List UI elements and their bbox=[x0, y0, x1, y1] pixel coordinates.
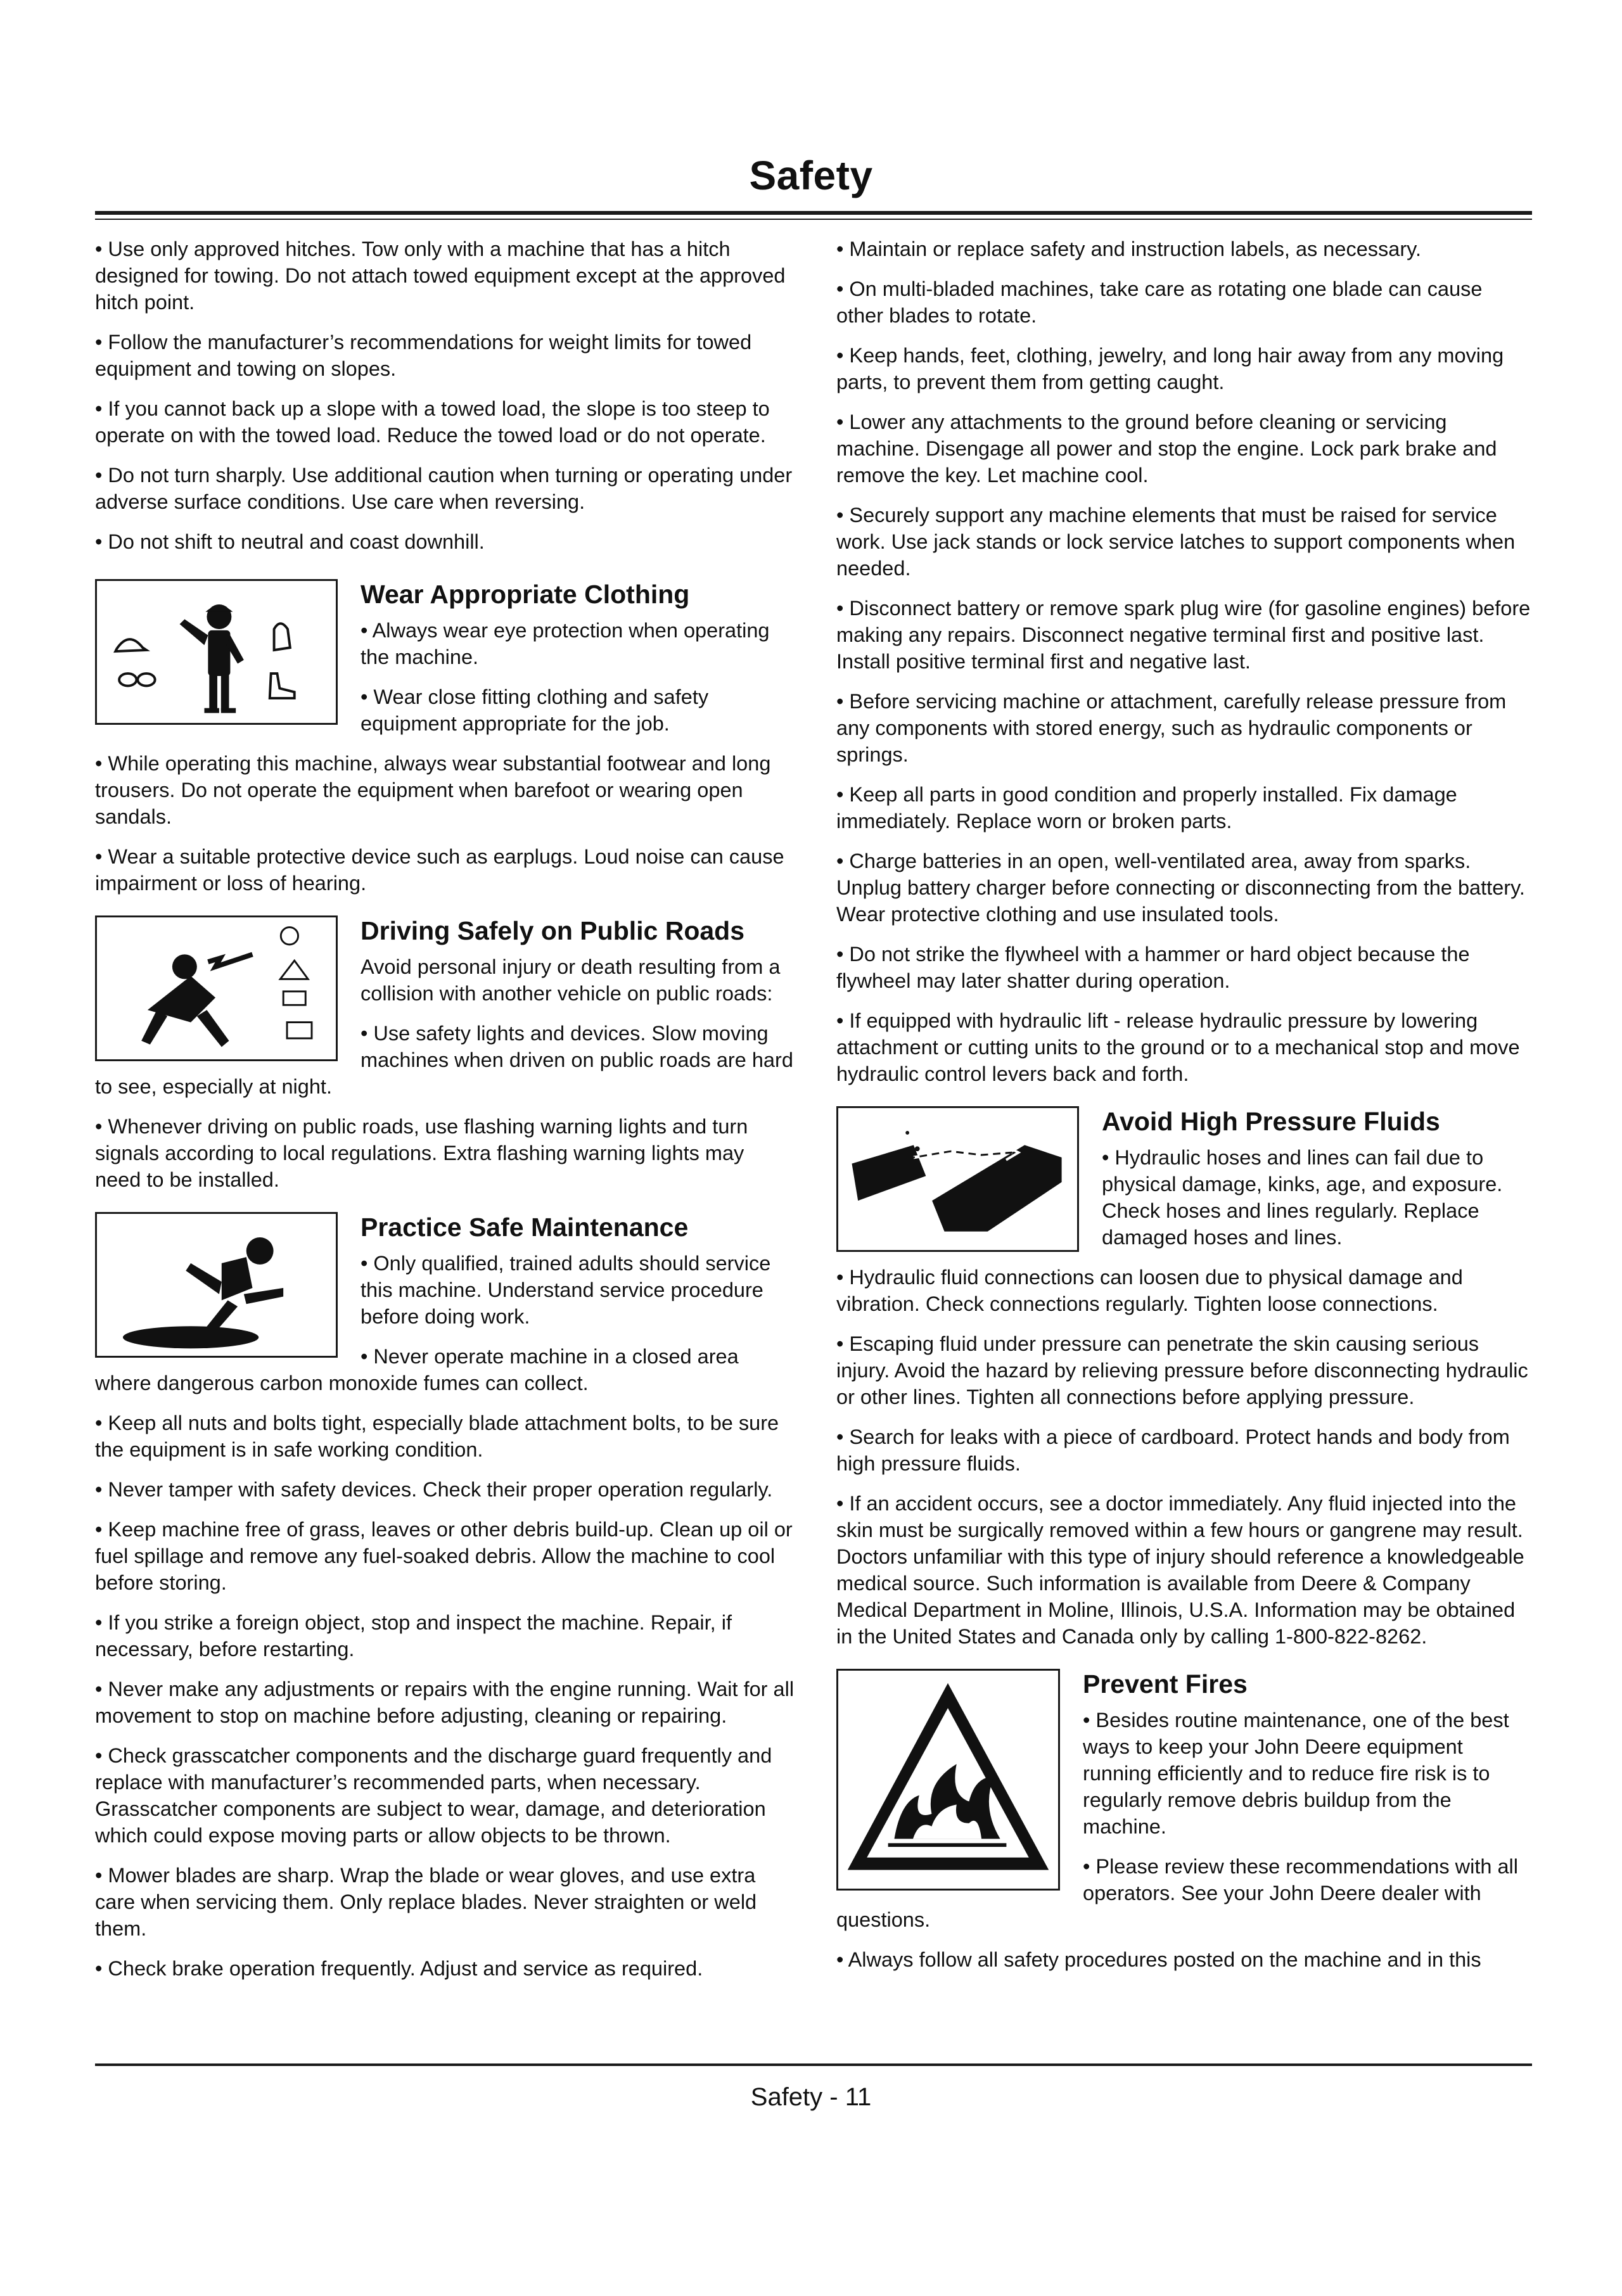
paragraph: Avoid personal injury or death resulting from a collision with another vehicle on public roads: bbox=[361, 955, 781, 1005]
paragraph: • If an accident occurs, see a doctor immediately. Any fluid injected into the skin must be surgically removed within a few hours or gangrene may result. Doctors unfamiliar with this type of injury should reference a knowledgeable medical source. Such information is available from Deere & Company Medical Department in Moline, Illinois, U.S.A. Information may be obtained in the United States and Canada only by calling 1-800-822-8262. bbox=[836, 1492, 1524, 1648]
paragraph: • Do not turn sharply. Use additional caution when turning or operating under adverse surface conditions. Use care when reversing. bbox=[95, 464, 793, 513]
road-collision-icon bbox=[95, 915, 338, 1061]
paragraph: • If equipped with hydraulic lift - release hydraulic pressure by lowering attachment or cutting units to the ground or to a mechanical stop and move hydraulic control levers back and forth. bbox=[836, 1009, 1520, 1085]
left-column bbox=[95, 236, 795, 1995]
paragraph: • Disconnect battery or remove spark plug wire (for gasoline engines) before making any repairs. Disconnect negative terminal first and positive last. Install positive terminal first and negative last. bbox=[836, 597, 1531, 673]
paragraph: • Do not strike the flywheel with a hammer or hard object because the flywheel may later shatter during operation. bbox=[836, 943, 1470, 992]
paragraph: • Keep hands, feet, clothing, jewelry, and long hair away from any moving parts, to prevent them from getting caught. bbox=[836, 344, 1504, 393]
paragraph: • Wear close fitting clothing and safety equipment appropriate for the job. bbox=[361, 686, 709, 735]
paragraph: • Escaping fluid under pressure can penetrate the skin causing serious injury. Avoid the hazard by relieving pressure before disconnecting hydraulic or other lines. Tighten all connections before applying pressure. bbox=[836, 1332, 1528, 1408]
section-roads bbox=[95, 914, 795, 1113]
section-fires bbox=[836, 1668, 1533, 1946]
protective-clothing-icon bbox=[95, 579, 338, 725]
paragraph: • Hydraulic fluid connections can loosen due to physical damage and vibration. Check connections regularly. Tighten loose connections. bbox=[836, 1266, 1463, 1315]
paragraph: • Charge batteries in an open, well-ventilated area, away from sparks. Unplug battery charger before connecting or disconnecting from the battery. Wear protective clothing and use insulated tools. bbox=[836, 850, 1525, 926]
section-heading: Wear Appropriate Clothing bbox=[361, 580, 690, 609]
section-clothing bbox=[95, 578, 795, 750]
paragraph: • On multi-bladed machines, take care as rotating one blade can cause other blades to rotate. bbox=[836, 277, 1483, 327]
paragraph: • While operating this machine, always wear substantial footwear and long trousers. Do not operate the equipment when barefoot or wearing open sandals. bbox=[95, 752, 771, 828]
paragraph: • Never tamper with safety devices. Check their proper operation regularly. bbox=[95, 1478, 773, 1501]
paragraph: • Never operate machine in a closed area where dangerous carbon monoxide fumes can collect. bbox=[95, 1345, 739, 1394]
section-maintenance bbox=[95, 1211, 795, 1410]
paragraph: • Use only approved hitches. Tow only with a machine that has a hitch designed for towing. Do not attach towed equipment except at the approved hitch point. bbox=[95, 238, 786, 314]
paragraph: • Do not shift to neutral and coast downhill. bbox=[95, 530, 485, 553]
paragraph: • Only qualified, trained adults should service this machine. Understand service procedure before doing work. bbox=[361, 1252, 771, 1328]
section-heading: Practice Safe Maintenance bbox=[361, 1213, 689, 1242]
paragraph: • Securely support any machine elements that must be raised for service work. Use jack stands or lock service latches to support components when needed. bbox=[836, 504, 1516, 580]
paragraph: • Never make any adjustments or repairs with the engine running. Wait for all movement to stop on machine before adjusting, cleaning or repairing. bbox=[95, 1678, 795, 1727]
paragraph: • Check grasscatcher components and the discharge guard frequently and replace with manufacturer’s recommended parts, when necessary. Grasscatcher components are subject to wear, damage, and deterioration which could expose moving parts or allow objects to be thrown. bbox=[95, 1744, 772, 1847]
paragraph: • Keep machine free of grass, leaves or other debris build-up. Clean up oil or fuel spillage and remove any fuel-soaked debris. Allow the machine to cool before storing. bbox=[95, 1518, 793, 1594]
paragraph: • Keep all nuts and bolts tight, especially blade attachment bolts, to be sure the equipment is in safe working condition. bbox=[95, 1412, 779, 1461]
section-heading: Driving Safely on Public Roads bbox=[361, 916, 745, 945]
section-heading: Prevent Fires bbox=[1083, 1669, 1248, 1699]
slip-hazard-icon bbox=[95, 1212, 338, 1358]
right-column bbox=[836, 236, 1533, 1986]
paragraph: • Hydraulic hoses and lines can fail due to physical damage, kinks, age, and exposure. Check hoses and lines regularly. Replace damaged hoses and lines. bbox=[1102, 1146, 1503, 1249]
page-title: Safety bbox=[749, 153, 873, 198]
paragraph: • Before servicing machine or attachment, carefully release pressure from any components with stored energy, such as hydraulic components or springs. bbox=[836, 690, 1507, 766]
paragraph: • Follow the manufacturer’s recommendations for weight limits for towed equipment and towing on slopes. bbox=[95, 331, 752, 380]
header-rule-thin bbox=[95, 219, 1532, 220]
paragraph: • Whenever driving on public roads, use flashing warning lights and turn signals according to local regulations. Extra flashing warning lights may need to be installed. bbox=[95, 1115, 748, 1191]
fire-warning-icon bbox=[836, 1669, 1060, 1891]
paragraph: • Always wear eye protection when operating the machine. bbox=[361, 619, 770, 668]
paragraph: • Check brake operation frequently. Adjust and service as required. bbox=[95, 1957, 703, 1980]
paragraph: • Besides routine maintenance, one of the best ways to keep your John Deere equipment running efficiently and to reduce fire risk is to regularly remove debris buildup from the machine. bbox=[1083, 1709, 1509, 1838]
header-rule bbox=[95, 211, 1532, 215]
paragraph: • Please review these recommendations with all operators. See your John Deere dealer with questions. bbox=[836, 1855, 1518, 1931]
paragraph: • Use safety lights and devices. Slow moving machines when driven on public roads are hard to see, especially at night. bbox=[95, 1022, 793, 1098]
high-pressure-fluid-icon bbox=[836, 1106, 1079, 1252]
section-fluids bbox=[836, 1105, 1533, 1264]
section-heading: Avoid High Pressure Fluids bbox=[1102, 1107, 1440, 1136]
paragraph: • Wear a suitable protective device such as earplugs. Loud noise can cause impairment or loss of hearing. bbox=[95, 845, 784, 895]
page-footer: Safety - 11 bbox=[750, 2083, 872, 2111]
paragraph: • Keep all parts in good condition and properly installed. Fix damage immediately. Replace worn or broken parts. bbox=[836, 783, 1457, 832]
paragraph: • Maintain or replace safety and instruction labels, as necessary. bbox=[836, 238, 1422, 260]
footer-rule bbox=[95, 2063, 1532, 2066]
paragraph: • Search for leaks with a piece of cardboard. Protect hands and body from high pressure fluids. bbox=[836, 1425, 1510, 1475]
paragraph: • Always follow all safety procedures posted on the machine and in this bbox=[836, 1948, 1481, 1971]
paragraph: • Lower any attachments to the ground before cleaning or servicing machine. Disengage all power and stop the engine. Lock park brake and remove the key. Let machine cool. bbox=[836, 411, 1497, 487]
paragraph: • If you cannot back up a slope with a towed load, the slope is too steep to operate on with the towed load. Reduce the towed load or do not operate. bbox=[95, 397, 770, 447]
paragraph: • Mower blades are sharp. Wrap the blade or wear gloves, and use extra care when servicing them. Only replace blades. Never straighten or weld them. bbox=[95, 1864, 757, 1940]
paragraph: • If you strike a foreign object, stop and inspect the machine. Repair, if necessary, before restarting. bbox=[95, 1611, 732, 1661]
